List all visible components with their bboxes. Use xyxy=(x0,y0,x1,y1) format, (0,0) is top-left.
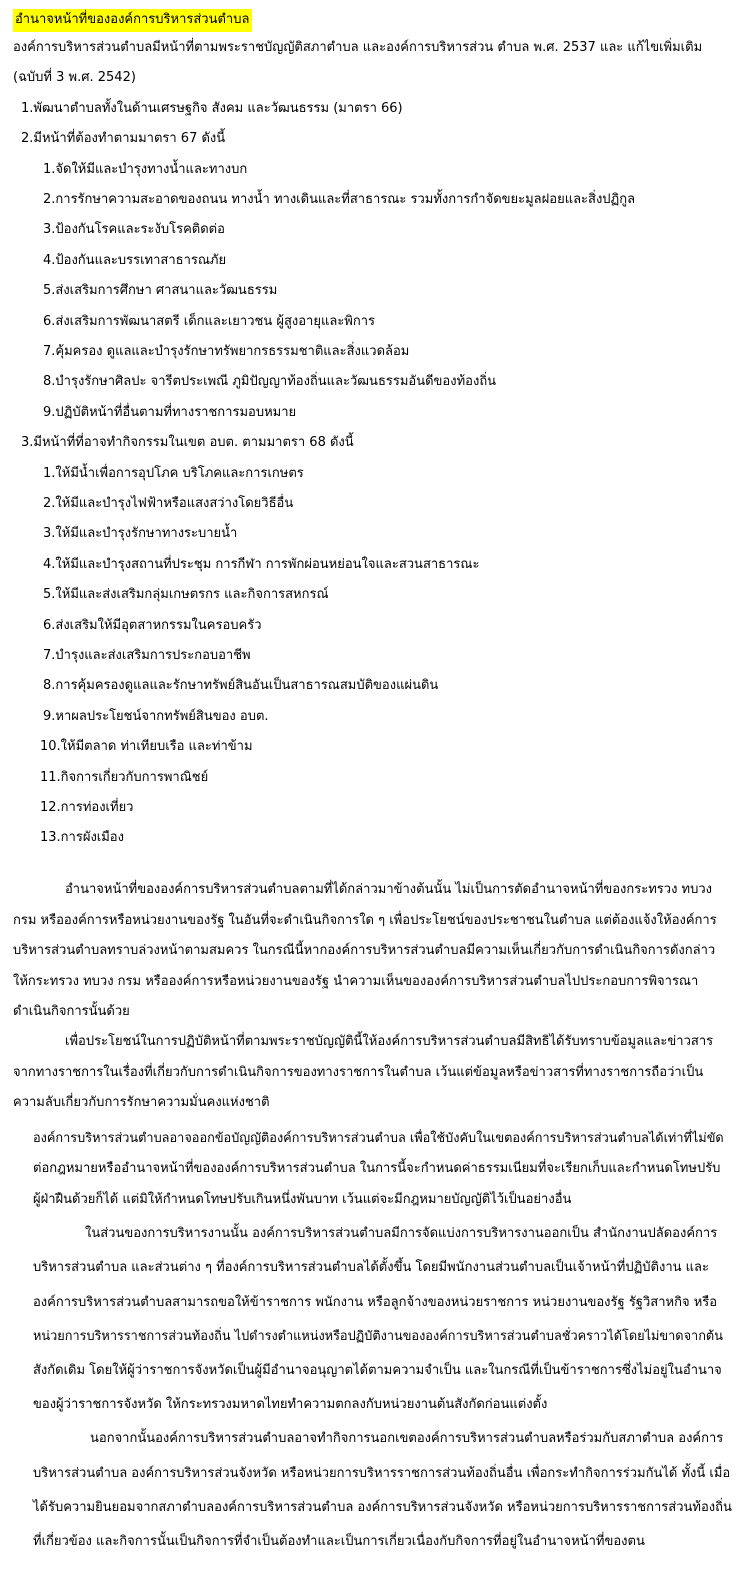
paragraph-line: เพื่อประโยชน์ในการปฏิบัติหน้าที่ตามพระราชบัญญัตินี้ให้องค์การบริหารส่วนตำบลมีสิทธิได้รับทราบข้อมูลและข่าวสาร xyxy=(65,1034,714,1049)
list-item: 1.ให้มีน้ำเพื่อการอุปโภค บริโภคและการเกษตร xyxy=(43,466,304,481)
list-item: 7.คุ้มครอง ดูแลและบำรุงรักษาทรัพยากรธรรมชาติและสิ่งแวดล้อม xyxy=(43,344,410,359)
list-item: 10.ให้มีตลาด ท่าเทียบเรือ และท่าข้าม xyxy=(40,739,253,754)
paragraph-line: สังกัดเดิม โดยให้ผู้ว่าราชการจังหวัดเป็นผู้มีอำนาจอนุญาตได้ตามความจำเป็น และในกรณีที่เป็นข้าราชการซึ่งไม่อยู่ในอำนาจ xyxy=(33,1363,722,1378)
paragraph-line: ของผู้ว่าราชการจังหวัด ให้กระทรวงมหาดไทยทำความตกลงกับหน่วยงานต้นสังกัดก่อนแต่งตั้ง xyxy=(33,1397,548,1412)
paragraph-line: ได้รับความยินยอมจากสภาตำบลองค์การบริหารส่วนตำบล องค์การบริหารส่วนจังหวัด หรือหน่วยการบริหารราชการส่วนท้องถิ่น xyxy=(33,1500,732,1515)
paragraph-line: ดำเนินกิจการนั้นด้วย xyxy=(13,1004,130,1019)
paragraph-line: ความลับเกี่ยวกับการรักษาความมั่นคงแห่งชาติ xyxy=(13,1095,270,1110)
section-heading: 1.พัฒนาตำบลทั้งในด้านเศรษฐกิจ สังคม และวัฒนธรรม (มาตรา 66) xyxy=(21,101,403,116)
paragraph-line: กรม หรือองค์การหรือหน่วยงานของรัฐ ในอันที่จะดำเนินกิจการใด ๆ เพื่อประโยชน์ของประชาชนในตำบล แต่ต้องแจ้งให้องค์การ xyxy=(13,913,717,928)
list-item: 8.การคุ้มครองดูแลและรักษาทรัพย์สินอันเป็นสาธารณสมบัติของแผ่นดิน xyxy=(43,678,439,693)
list-item: 5.ส่งเสริมการศึกษา ศาสนาและวัฒนธรรม xyxy=(43,283,278,298)
list-item: 6.ส่งเสริมการพัฒนาสตรี เด็กและเยาวชน ผู้สูงอายุและพิการ xyxy=(43,314,376,329)
intro-line: องค์การบริหารส่วนตำบลมีหน้าที่ตามพระราชบัญญัติสภาตำบล และองค์การบริหารส่วน ตำบล พ.ศ. 2537 และ แก้ไขเพิ่มเติม xyxy=(13,40,703,55)
list-item: 12.การท่องเที่ยว xyxy=(40,800,134,815)
list-item: 9.หาผลประโยชน์จากทรัพย์สินของ อบต. xyxy=(43,709,269,724)
list-item: 11.กิจการเกี่ยวกับการพาณิชย์ xyxy=(40,770,209,785)
paragraph-line: ต่อกฎหมายหรืออำนาจหน้าที่ขององค์การบริหารส่วนตำบล ในการนี้จะกำหนดค่าธรรมเนียมที่จะเรียกเก็บและกำหนดโทษปรับ xyxy=(33,1161,721,1176)
list-item: 2.การรักษาความสะอาดของถนน ทางน้ำ ทางเดินและที่สาธารณะ รวมทั้งการกำจัดขยะมูลฝอยและสิ่งปฏิกูล xyxy=(43,192,636,207)
list-item: 8.บำรุงรักษาศิลปะ จารีตประเพณี ภูมิปัญญาท้องถิ่นและวัฒนธรรมอันดีของท้องถิ่น xyxy=(43,374,497,389)
paragraph-line: ให้กระทรวง ทบวง กรม หรือองค์การหรือหน่วยงานของรัฐ นำความเห็นขององค์การบริหารส่วนตำบลไปประกอบการพิจารณา xyxy=(13,974,699,989)
paragraph-line: ที่เกี่ยวข้อง และกิจการนั้นเป็นกิจการที่จำเป็นต้องทำและเป็นการเกี่ยวเนื่องกับกิจการที่อยู่ในอำนาจหน้าที่ของตน xyxy=(33,1534,645,1549)
list-item: 7.บำรุงและส่งเสริมการประกอบอาชีพ xyxy=(43,648,251,663)
list-item: 6.ส่งเสริมให้มีอุตสาหกรรมในครอบครัว xyxy=(43,618,262,633)
list-item: 5.ให้มีและส่งเสริมกลุ่มเกษตรกร และกิจการสหกรณ์ xyxy=(43,587,329,602)
paragraph-line: องค์การบริหารส่วนตำบลอาจออกข้อบัญญัติองค์การบริหารส่วนตำบล เพื่อใช้บังคับในเขตองค์การบริหารส่วนตำบลได้เท่าที่ไม่ขัด xyxy=(33,1131,724,1146)
paragraph-line: หน่วยการบริหารราชการส่วนท้องถิ่น ไปดำรงตำแหน่งหรือปฏิบัติงานขององค์การบริหารส่วนตำบลชั่วคราวได้โดยไม่ขาดจากต้น xyxy=(33,1329,723,1344)
page-title: อำนาจหน้าที่ขององค์การบริหารส่วนตำบล xyxy=(13,9,252,32)
intro-line: (ฉบับที่ 3 พ.ศ. 2542) xyxy=(13,70,136,85)
paragraph-line: องค์การบริหารส่วนตำบลสามารถขอให้ข้าราชการ พนักงาน หรือลูกจ้างของหน่วยราชการ หน่วยงานของรัฐ รัฐวิสาหกิจ หรือ xyxy=(33,1295,718,1310)
paragraph-line: จากทางราชการในเรื่องที่เกี่ยวกับการดำเนินกิจการของทางราชการในตำบล เว้นแต่ข้อมูลหรือข่าวสารที่ทางราชการถือว่าเป็น xyxy=(13,1065,704,1080)
list-item: 3.ป้องกันโรคและระงับโรคติดต่อ xyxy=(43,222,225,237)
paragraph-line: บริหารส่วนตำบล องค์การบริหารส่วนจังหวัด หรือหน่วยการบริหารราชการส่วนท้องถิ่นอื่น เพื่อกระทำกิจการร่วมกันได้ ทั้งนี้ เมื่อ xyxy=(33,1466,731,1481)
paragraph-line: บริหารส่วนตำบล และส่วนต่าง ๆ ที่องค์การบริหารส่วนตำบลได้ตั้งขึ้น โดยมีพนักงานส่วนตำบลเป็นเจ้าหน้าที่ปฏิบัติงาน และ xyxy=(33,1260,709,1275)
paragraph-line: นอกจากนั้นองค์การบริหารส่วนตำบลอาจทำกิจการนอกเขตองค์การบริหารส่วนตำบลหรือร่วมกับสภาตำบล องค์การ xyxy=(90,1431,724,1446)
list-item: 13.การผังเมือง xyxy=(40,830,124,845)
paragraph-line: อำนาจหน้าที่ขององค์การบริหารส่วนตำบลตามที่ได้กล่าวมาข้างต้นนั้น ไม่เป็นการตัดอำนาจหน้าที่ของกระทรวง ทบวง xyxy=(65,882,713,897)
list-item: 1.จัดให้มีและบำรุงทางน้ำและทางบก xyxy=(43,162,248,177)
list-item: 3.ให้มีและบำรุงรักษาทางระบายน้ำ xyxy=(43,526,238,541)
list-item: 4.ให้มีและบำรุงสถานที่ประชุม การกีฬา การพักผ่อนหย่อนใจและสวนสาธารณะ xyxy=(43,557,480,572)
paragraph-line: ในส่วนของการบริหารงานนั้น องค์การบริหารส่วนตำบลมีการจัดแบ่งการบริหารงานออกเป็น สำนักงานปลัดองค์การ xyxy=(85,1226,718,1241)
paragraph-line: ผู้ฝ่าฝืนด้วยก็ได้ แต่มิให้กำหนดโทษปรับเกินหนึ่งพันบาท เว้นแต่จะมีกฎหมายบัญญัติไว้เป็นอย่างอื่น xyxy=(33,1192,572,1207)
list-item: 9.ปฏิบัติหน้าที่อื่นตามที่ทางราชการมอบหมาย xyxy=(43,405,297,420)
paragraph-line: บริหารส่วนตำบลทราบล่วงหน้าตามสมควร ในกรณีนี้หากองค์การบริหารส่วนตำบลมีความเห็นเกี่ยวกับการดำเนินกิจการดังกล่าว xyxy=(13,943,716,958)
section-heading: 2.มีหน้าที่ต้องทำตามมาตรา 67 ดังนี้ xyxy=(21,131,226,146)
section-heading: 3.มีหน้าที่ที่อาจทำกิจกรรมในเขต อบต. ตามมาตรา 68 ดังนี้ xyxy=(21,435,354,450)
list-item: 4.ป้องกันและบรรเทาสาธารณภัย xyxy=(43,253,227,268)
list-item: 2.ให้มีและบำรุงไฟฟ้าหรือแสงสว่างโดยวิธีอื่น xyxy=(43,496,294,511)
